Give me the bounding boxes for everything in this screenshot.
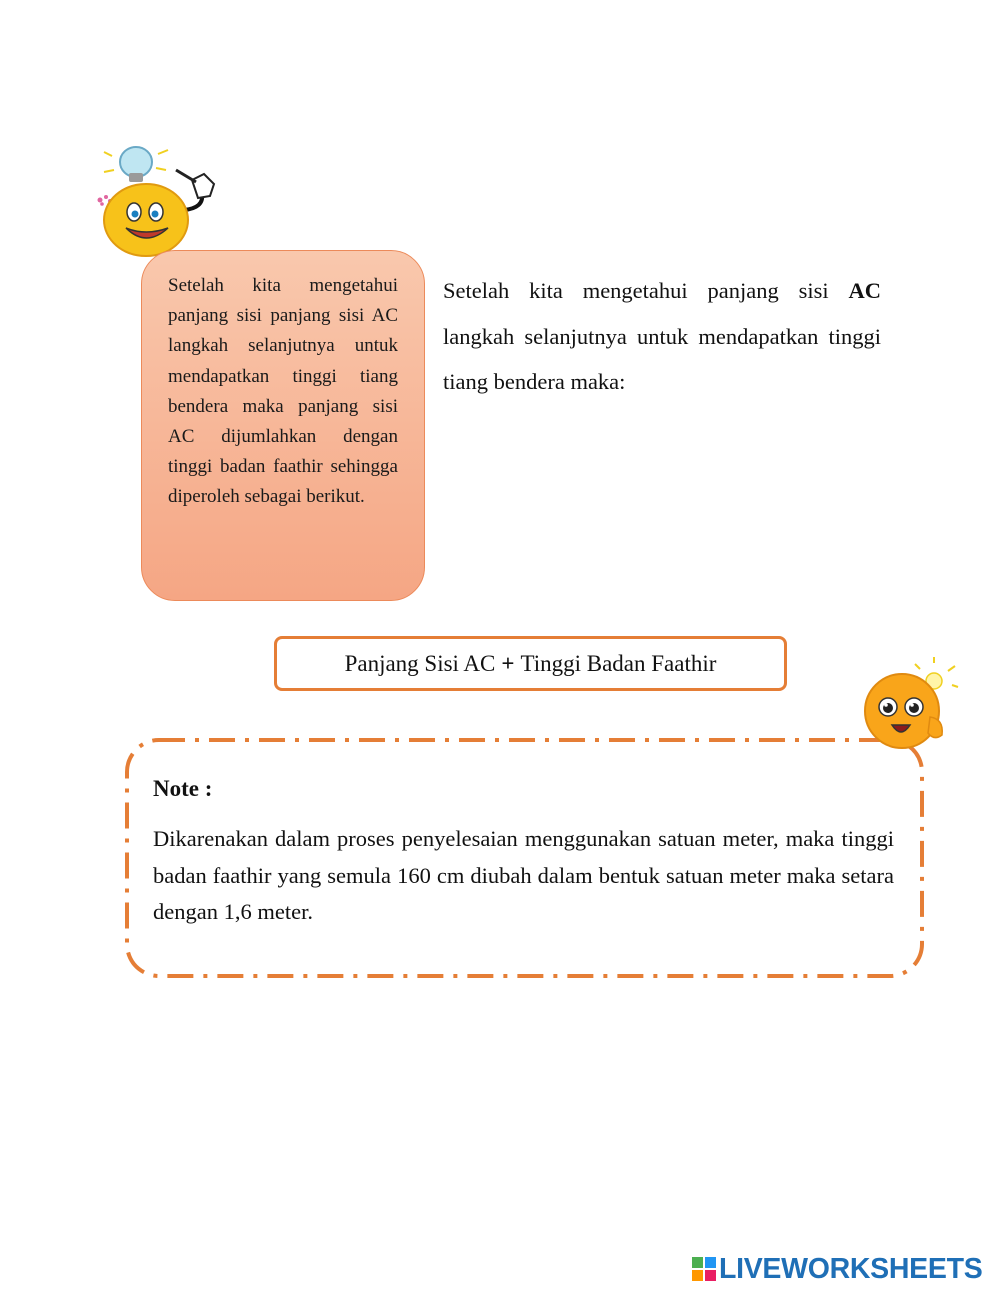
- intro-text-start: Setelah kita mengetahui panjang sisi: [443, 278, 849, 303]
- intro-paragraph: [443, 268, 881, 405]
- liveworksheets-logo: [692, 1251, 982, 1287]
- note-title: Note :: [153, 776, 213, 801]
- logo-squares-icon: [692, 1257, 716, 1281]
- lightbulb-smiley-illustration: [92, 140, 222, 258]
- formula-right-term: Tinggi Badan Faathir: [520, 650, 717, 676]
- smiley-face-icon: [104, 184, 188, 256]
- intro-text-bold: AC: [848, 278, 881, 303]
- intro-text-end: langkah selanjutnya untuk mendapatkan tinggi tiang bendera maka:: [443, 323, 881, 394]
- tip-callout: [141, 250, 425, 601]
- formula-operator: +: [501, 650, 515, 676]
- pointing-hand-icon: [176, 170, 214, 198]
- lightbulb-icon: [104, 147, 168, 182]
- note-body: Dikarenakan dalam proses penyelesaian menggunakan satuan meter, maka tinggi badan faathir yang semula 160 cm diubah dalam bentuk satuan meter maka setara dengan 1,6 meter.: [153, 826, 894, 924]
- logo-text: LIVEWORKSHEETS: [719, 1252, 983, 1285]
- tip-text: Setelah kita mengetahui panjang sisi panjang sisi AC langkah selanjutnya untuk mendapatkan tinggi tiang bendera maka panjang sisi AC dijumlahkan dengan tinggi badan faathir sehingga diperoleh sebagai berikut.: [168, 275, 398, 508]
- excited-smiley-illustration: [858, 655, 960, 755]
- formula-left-term: Panjang Sisi AC: [344, 650, 496, 676]
- formula-box: [274, 636, 787, 691]
